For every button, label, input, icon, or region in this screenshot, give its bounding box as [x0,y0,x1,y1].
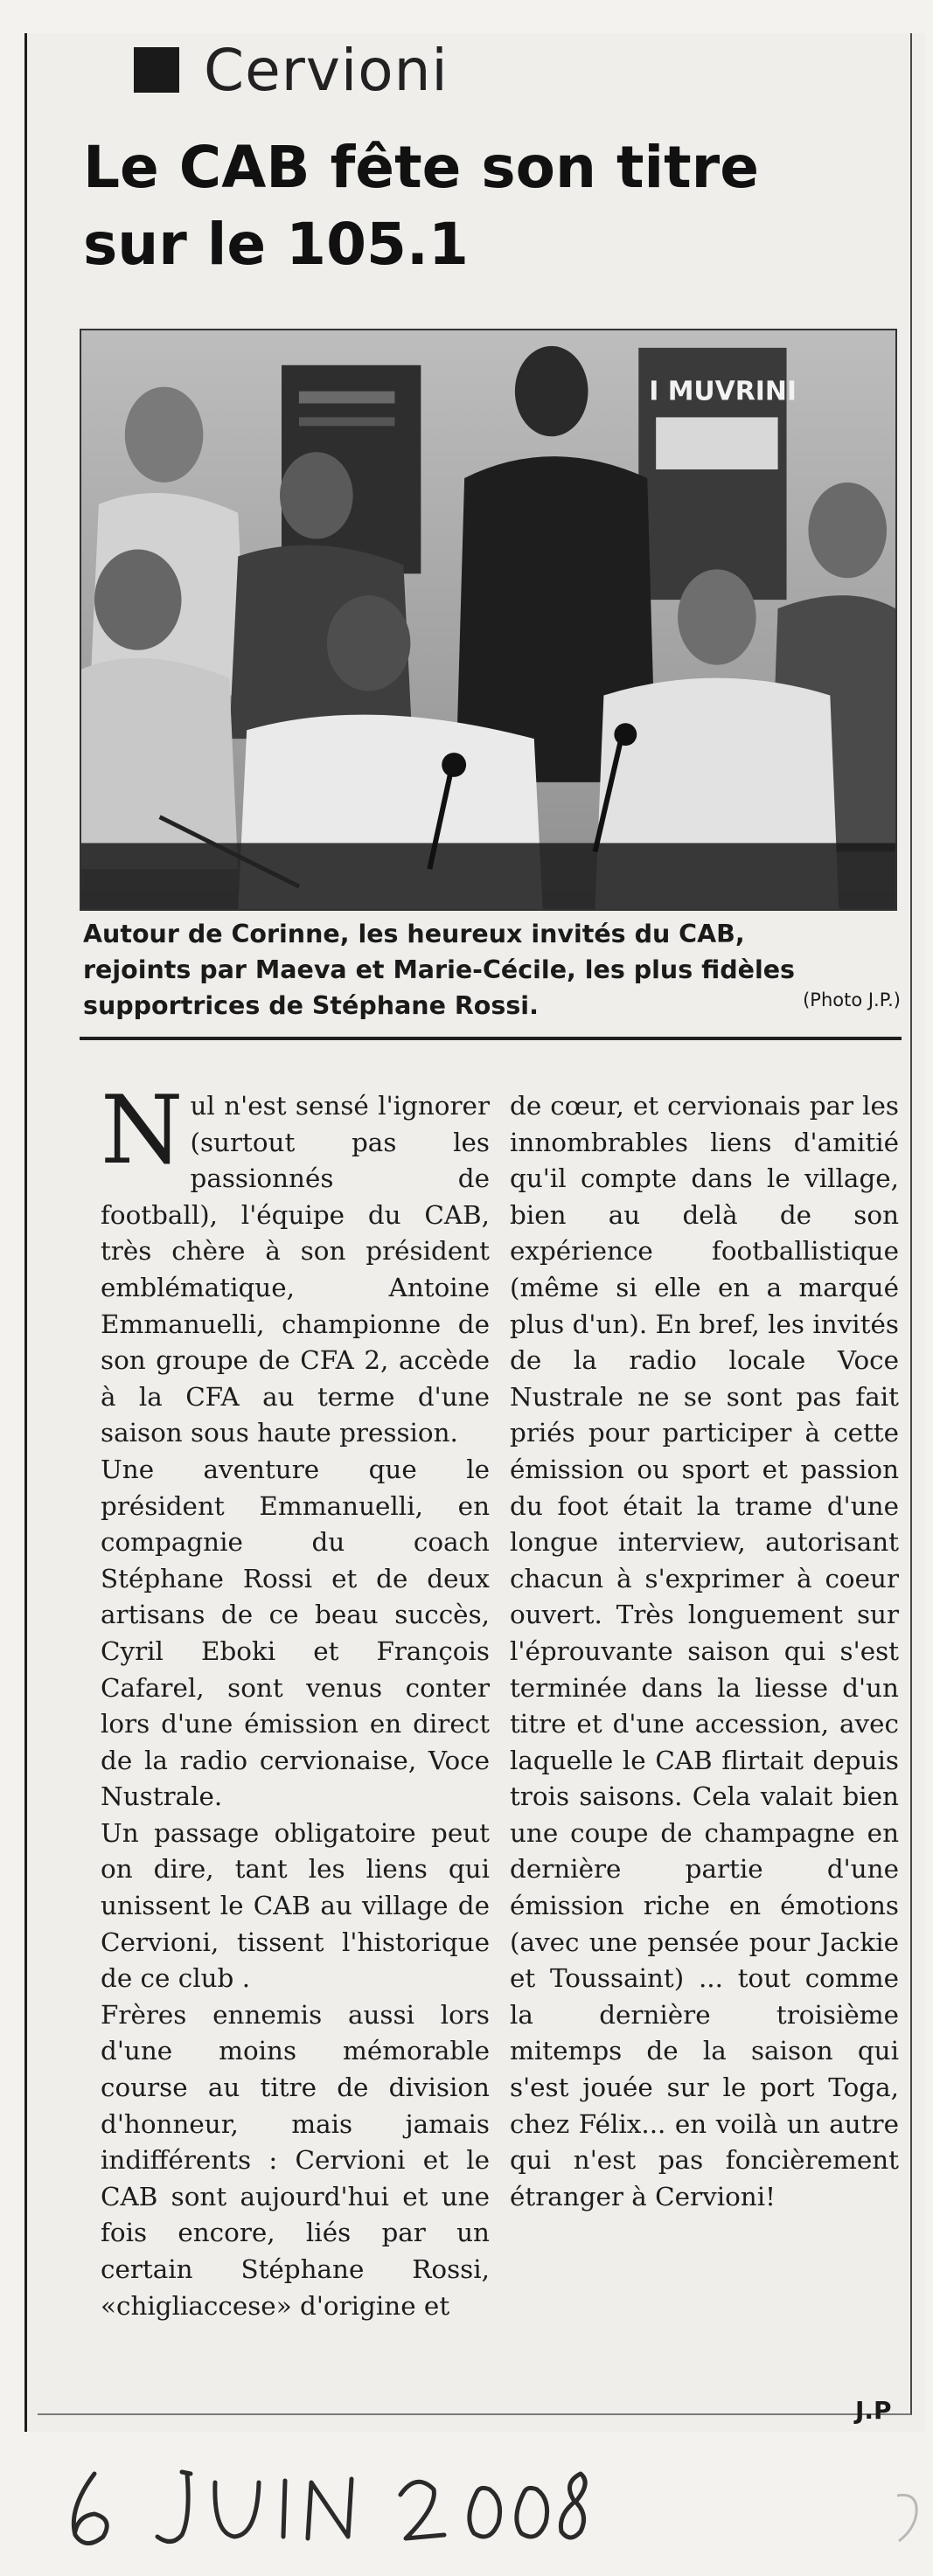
article-column-1 [101,1076,490,2324]
article-frame [38,33,912,2425]
newspaper-clipping [24,33,925,2432]
photo-credit: (Photo J.P.) [803,989,901,1010]
section-square-icon [134,47,179,93]
caption-line-2: rejoints par Maeva et Marie-Cécile, les plus fidèles [83,955,796,984]
group-photo-image [81,330,895,909]
paragraph-4: Frères ennemis aussi lors d'une moins mémorable course au titre de division d'honneur, mais jamais indifférents : Cervioni et le CAB sont aujourd'hui et une fois encore, liés par un certain Stéphane Rossi, «chigliaccese» d'origine et [101,1999,490,2321]
article-column-2 [510,1088,899,2215]
photo-caption [83,916,901,1024]
article-photo [80,329,897,911]
paragraph-3: Un passage obligatoire peut on dire, tant les liens qui unissent le CAB au village de Cervioni, tissent l'historique de ce club . [101,1817,490,1994]
caption-line-1: Autour de Corinne, les heureux invités du CAB, [83,920,745,948]
paragraph-2: Une aventure que le président Emmanuelli, en compagnie du coach Stéphane Rossi et de deux artisans de ce beau succès, Cyril Eboki et François Cafarel, sont venus conter lors d'une émission en direct de la radio cervionaise, Voce Nustrale. [101,1454,490,1812]
caption-rule [80,1037,902,1040]
handwritten-date [59,2456,602,2552]
paragraph-1 [101,1076,490,1452]
caption-line-3: supportrices de Stéphane Rossi. [83,991,539,1020]
poster-sign-text: I MUVRINI [649,376,797,407]
author-signature: J.P [855,2396,892,2425]
section-kicker: Cervioni [204,36,449,104]
headline-line-2: sur le 105.1 [83,211,469,278]
corner-mark-icon [892,2487,927,2548]
handwritten-date-drawing [59,2456,602,2552]
headline [83,129,905,283]
drop-cap: N [101,1076,184,1185]
headline-line-1: Le CAB fête son titre [83,134,759,201]
paragraph-5: de cœur, et cervionais par les innombrables liens d'amitié qu'il compte dans le village, bien au delà de son expérience footballistique (même si elle en a marqué plus d'un). En bref, les invités de la radio locale Voce Nustrale ne se sont pas fait priés pour participer à cette émission ou sport et passion du foot était la trame d'une longue interview, autorisant chacun à s'exprimer à coeur ouvert. Très longuement sur l'éprouvante saison qui s'est terminée dans la liesse d'un titre et d'une accession, avec laquelle le CAB flirtait depuis trois saisons. Cela valait bien une coupe de champagne en dernière partie d'une émission riche en émotions (avec une pensée pour Jackie et Toussaint) ... tout comme la dernière troisième mitemps de la saison qui s'est jouée sur le port Toga, chez Félix... en voilà un autre qui n'est pas foncièrement étranger à Cervioni! [510,1091,899,2211]
paragraph-1-text: ul n'est sensé l'ignorer (surtout pas les passionnés de football), l'équipe du CAB, très chère à son président emblématique, Antoine Emmanuelli, championne de son groupe de CFA 2, accède à la CFA au terme d'une saison sous haute pression. [101,1091,490,1448]
section-header [134,35,449,105]
